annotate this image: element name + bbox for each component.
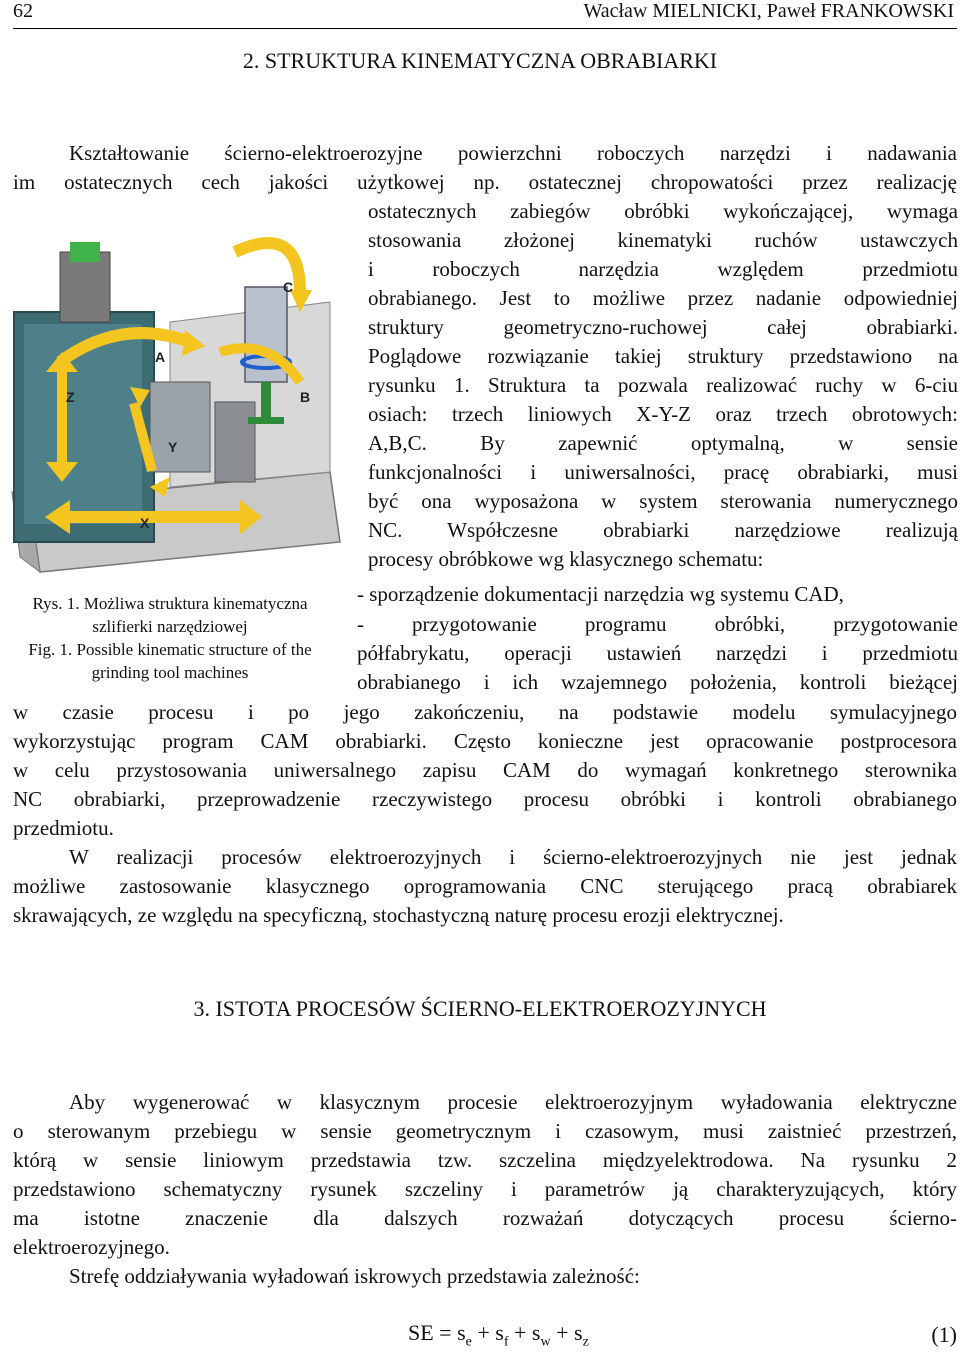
equation-term: SE = s bbox=[408, 1320, 466, 1345]
paragraph-line: ostatecznych zabiegów obróbki wykończającej, wymaga bbox=[368, 199, 958, 223]
list-item-continuation: półfabrykatu, operacji ustawień narzędzi i przedmiotu bbox=[357, 641, 958, 665]
paragraph-line: w celu przystosowania uniwersalnego zapisu CAM do wymagań konkretnego sterownika bbox=[13, 758, 957, 782]
paragraph-line: w czasie procesu i po jego zakończeniu, na podstawie modelu symulacyjnego bbox=[13, 700, 957, 724]
motor-housing bbox=[60, 252, 110, 322]
paragraph-line: struktury geometryczno-ruchowej całej obrabiarki. bbox=[368, 315, 958, 339]
paragraph-line: funkcjonalności i uniwersalności, pracę obrabiarki, musi bbox=[368, 460, 958, 484]
list-item: - sporządzenie dokumentacji narzędzia wg systemu CAD, bbox=[357, 582, 844, 606]
equation-term: + s bbox=[508, 1320, 541, 1345]
paragraph-line: stosowania złożonej kinematyki ruchów ustawczych bbox=[368, 228, 958, 252]
list-item-continuation: obrabianego i ich wzajemnego położenia, kontroli bieżącej bbox=[357, 670, 958, 694]
axis-label-z: Z bbox=[66, 389, 75, 405]
paragraph-line: Strefę oddziaływania wyładowań iskrowych przedstawia zależność: bbox=[69, 1264, 640, 1288]
axis-label-y: Y bbox=[168, 439, 178, 455]
running-header-authors: Wacław MIELNICKI, Paweł FRANKOWSKI bbox=[583, 0, 954, 22]
paragraph-line: W realizacji procesów elektroerozyjnych i ścierno-elektroerozyjnych nie jest jednak bbox=[69, 845, 957, 869]
paragraph-line: o sterowanym przebiegu w sensie geometrycznym i czasowym, musi zaistnieć przestrzeń, bbox=[13, 1119, 957, 1143]
axis-label-c: C bbox=[283, 279, 294, 295]
header-rule bbox=[13, 28, 957, 29]
paragraph-line: być ona wyposażona w system sterowania numerycznego bbox=[368, 489, 958, 513]
figure-caption-pl-line1: Rys. 1. Możliwa struktura kinematyczna bbox=[32, 594, 308, 613]
paragraph-line: procesy obróbkowe wg klasycznego schematu: bbox=[368, 547, 764, 571]
paragraph-line: przedstawiono schematyczny rysunek szczeliny i parametrów ją charakteryzujących, który bbox=[13, 1177, 957, 1201]
equation-number: (1) bbox=[931, 1322, 957, 1347]
paragraph-line: którą w sensie liniowym przedstawia tzw. szczelina międzyelektrodowa. Na rysunku 2 bbox=[13, 1148, 957, 1172]
grinding-head bbox=[150, 382, 210, 472]
paragraph-line: obrabianego. Jest to możliwe przez nadanie odpowiedniej bbox=[368, 286, 958, 310]
equation-subscript: e bbox=[465, 1334, 472, 1350]
paragraph-line: Poglądowe rozwiązanie takiej struktury przedstawiono na bbox=[368, 344, 958, 368]
paragraph-line: elektroerozyjnego. bbox=[13, 1235, 170, 1259]
section-2-title: 2. STRUKTURA KINEMATYCZNA OBRABIARKI bbox=[242, 48, 718, 73]
axis-label-x: X bbox=[140, 515, 150, 531]
paragraph-line: A,B,C. By zapewnić optymalną, w sensie bbox=[368, 431, 958, 455]
slide-plates bbox=[215, 402, 255, 482]
list-item: - przygotowanie programu obróbki, przygotowanie bbox=[357, 612, 958, 636]
equation-subscript: w bbox=[540, 1334, 551, 1350]
tool-shaft bbox=[261, 382, 271, 417]
paragraph-line: wykorzystując program CAM obrabiarki. Często konieczne jest opracowanie postprocesora bbox=[13, 729, 957, 753]
paragraph-line: rysunku 1. Struktura ta pozwala realizować ruchy w 6-ciu bbox=[368, 373, 958, 397]
paragraph-line: możliwe zastosowanie klasycznego oprogramowania CNC sterującego pracą obrabiarek bbox=[13, 874, 957, 898]
machine-drawing bbox=[0, 212, 352, 590]
tool-holder bbox=[248, 417, 284, 424]
figure-caption-en-line2: grinding tool machines bbox=[91, 663, 249, 682]
equation-term: + s bbox=[550, 1320, 583, 1345]
section-3-title: 3. ISTOTA PROCESÓW ŚCIERNO-ELEKTROEROZYJNYCH bbox=[193, 996, 767, 1021]
equation-subscript: f bbox=[503, 1334, 509, 1350]
figure-caption-pl-line2: szlifierki narzędziowej bbox=[92, 617, 248, 636]
page-number: 62 bbox=[13, 0, 33, 22]
equation-subscript: z bbox=[582, 1334, 589, 1350]
linear-arrow-x-shaft bbox=[70, 511, 240, 523]
linear-arrow-z-shaft bbox=[57, 372, 67, 462]
figure-caption-en-line1: Fig. 1. Possible kinematic structure of the bbox=[28, 640, 312, 659]
paragraph-line: Kształtowanie ścierno-elektroerozyjne powierzchni roboczych narzędzi i nadawania bbox=[69, 141, 957, 165]
paragraph-line: Aby wygenerować w klasycznym procesie elektroerozyjnym wyładowania elektryczne bbox=[69, 1090, 957, 1114]
paragraph-line: i roboczych narzędzia względem przedmiotu bbox=[368, 257, 958, 281]
paragraph-line: przedmiotu. bbox=[13, 816, 114, 840]
figure-machine-illustration bbox=[0, 212, 352, 590]
paragraph-line: skrawających, ze względu na specyficzną, stochastyczną naturę procesu erozji elektrycznej. bbox=[13, 903, 784, 927]
paragraph-line: NC. Współczesne obrabiarki narzędziowe realizują bbox=[368, 518, 958, 542]
paragraph-line: ma istotne znaczenie dla dalszych rozważań dotyczących procesu ścierno- bbox=[13, 1206, 957, 1230]
paragraph-line: NC obrabiarki, przeprowadzenie rzeczywistego procesu obróbki i kontroli obrabianego bbox=[13, 787, 957, 811]
axis-label-a: A bbox=[155, 349, 166, 365]
paragraph-line: osiach: trzech liniowych X-Y-Z oraz trzech obrotowych: bbox=[368, 402, 958, 426]
equation-1 bbox=[408, 1320, 589, 1350]
paragraph-line: im ostatecznych cech jakości użytkowej np. ostatecznej chropowatości przez realizację bbox=[13, 170, 957, 194]
axis-label-b: B bbox=[300, 389, 311, 405]
equation-term: + s bbox=[471, 1320, 504, 1345]
motor-cap bbox=[70, 242, 100, 262]
